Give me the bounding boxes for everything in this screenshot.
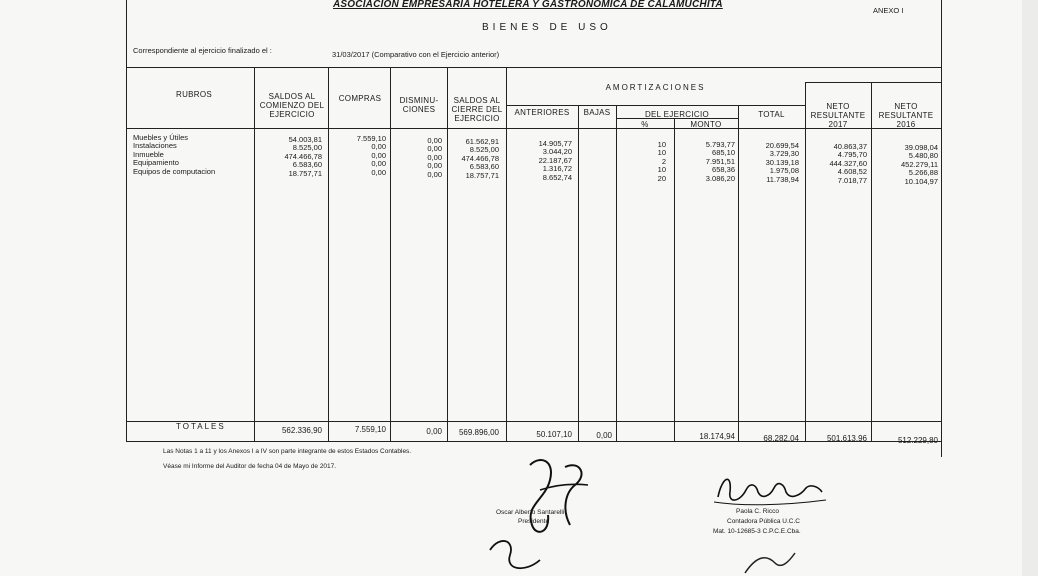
cell-total: 30.139,18 <box>765 157 799 167</box>
cell-total: 20.699,54 <box>765 141 799 150</box>
president-role: Presidente <box>518 518 550 525</box>
col-sep <box>805 82 806 441</box>
cell-compras: 0,00 <box>371 159 386 169</box>
cell-saldo-cierre: 6.583,60 <box>469 162 499 172</box>
cell-neto-2016: 5.480,80 <box>908 151 938 161</box>
col-sep <box>390 67 391 441</box>
total-neto-2017: 501.613,96 <box>826 434 867 443</box>
header-saldos-inicio: SALDOS AL COMIENZO DEL EJERCICIO <box>259 92 325 119</box>
header-neto-2017: NETO RESULTANTE 2017 <box>810 102 866 129</box>
accountant-signature <box>710 462 840 512</box>
total-compras: 7.559,10 <box>354 425 386 434</box>
cell-saldo-inicio: 18.757,71 <box>288 168 322 178</box>
total-saldo-inicio: 562.336,90 <box>281 426 322 435</box>
header-neto-2016: NETO RESULTANTE 2016 <box>878 102 934 129</box>
cell-saldo-cierre: 18.757,71 <box>465 170 499 180</box>
cell-compras: 7.559,10 <box>356 134 386 143</box>
col-sep <box>871 82 872 441</box>
bottom-signature-fragment <box>740 548 800 576</box>
cell-pct: 10 <box>657 148 666 158</box>
cell-saldo-inicio: 8.525,00 <box>292 143 322 153</box>
cell-saldo-cierre: 8.525,00 <box>469 145 499 155</box>
cell-neto-2016: 5.266,88 <box>908 168 938 178</box>
cell-saldo-cierre: 474.466,78 <box>461 153 499 163</box>
cell-disminuciones: 0,00 <box>427 144 442 154</box>
header-rubros: RUBROS <box>176 90 213 99</box>
totals-line <box>126 421 942 422</box>
cell-neto-2017: 7.018,77 <box>837 175 867 185</box>
cell-monto: 5.793,77 <box>705 140 735 149</box>
col-sep <box>506 67 507 441</box>
header-anteriores: ANTERIORES <box>514 108 570 117</box>
cell-saldo-cierre: 61.562,91 <box>465 137 499 146</box>
cell-disminuciones: 0,00 <box>427 161 442 171</box>
table-top-line <box>126 67 942 68</box>
note-auditor: Véase mi Informe del Auditor de fecha 04 de Mayo de 2017. <box>163 463 337 470</box>
cell-compras: 0,00 <box>371 167 386 177</box>
header-del-ejercicio: DEL EJERCICIO <box>644 110 710 119</box>
col-sep <box>328 67 329 441</box>
cell-compras: 0,00 <box>371 150 386 160</box>
cell-neto-2017: 4.795,70 <box>837 150 867 160</box>
header-saldos-cierre: SALDOS AL CIERRE DEL EJERCICIO <box>451 96 503 123</box>
cell-anteriores: 14.905,77 <box>538 139 572 148</box>
cell-pct: 10 <box>657 165 666 175</box>
col-sep <box>254 67 255 441</box>
cell-rubro: Equipos de computacion <box>133 166 216 176</box>
cell-rubro: Muebles y Útiles <box>133 133 189 142</box>
accountant-name: Paola C. Ricco <box>736 508 779 515</box>
totals-label: TOTALES <box>176 422 226 431</box>
cell-anteriores: 1.316,72 <box>542 164 572 174</box>
total-disminuciones: 0,00 <box>426 427 442 436</box>
total-saldo-cierre: 569.896,00 <box>458 428 499 437</box>
total-neto-2016: 512.229,80 <box>897 436 938 445</box>
cell-anteriores: 3.044,20 <box>542 147 572 157</box>
cell-monto: 685,10 <box>712 148 735 158</box>
cell-disminuciones: 0,00 <box>427 152 442 162</box>
header-compras: COMPRAS <box>338 94 382 103</box>
cell-disminuciones: 0,00 <box>427 136 442 145</box>
cell-neto-2017: 444.327,60 <box>829 158 867 168</box>
col-sep <box>578 105 579 441</box>
cell-neto-2016: 39.098,04 <box>904 143 938 152</box>
col-sep <box>447 67 448 441</box>
cell-neto-2017: 40.863,37 <box>833 142 867 151</box>
cell-saldo-inicio: 474.466,78 <box>284 151 322 161</box>
period-label: Correspondiente al ejercicio finalizado el : <box>133 46 272 55</box>
org-title: ASOCIACION EMPRESARIA HOTELERA Y GASTRONOMICA DE CALAMUCHITA <box>333 0 723 10</box>
frame-right <box>941 0 942 457</box>
cell-compras: 0,00 <box>371 142 386 152</box>
total-total: 68.282,04 <box>763 434 799 443</box>
cell-anteriores: 22.187,67 <box>538 155 572 165</box>
cell-total: 11.738,94 <box>766 174 799 184</box>
scan-edge <box>1022 0 1038 576</box>
total-bajas: 0,00 <box>596 431 612 440</box>
section-title: BIENES DE USO <box>482 22 612 33</box>
cell-rubro: Instalaciones <box>133 141 177 151</box>
cell-neto-2016: 10.104,97 <box>904 176 938 186</box>
cell-neto-2017: 4.608,52 <box>837 167 867 177</box>
header-pct: % <box>641 120 649 129</box>
header-disminuciones: DISMINU- CIONES <box>399 96 439 114</box>
cell-rubro: Inmueble <box>133 149 164 159</box>
header-amortizaciones: AMORTIZACIONES <box>605 83 706 92</box>
accountant-license: Mat. 10-12685-3 C.P.C.E.Cba. <box>713 528 801 535</box>
president-name: Oscar Alberto Santarelli <box>496 509 565 516</box>
total-monto: 18.174,94 <box>699 432 735 441</box>
cell-total: 3.729,30 <box>769 149 799 159</box>
total-anteriores: 50.107,10 <box>536 430 572 439</box>
amort-subline <box>506 105 805 106</box>
annex-label: ANEXO I <box>873 6 904 15</box>
cell-monto: 3.086,20 <box>705 173 735 183</box>
cell-anteriores: 8.652,74 <box>542 172 572 182</box>
cell-saldo-inicio: 54.003,81 <box>288 135 322 144</box>
period-value: 31/03/2017 (Comparativo con el Ejercicio anterior) <box>332 50 500 59</box>
cell-rubro: Equipamiento <box>133 158 179 168</box>
neto-topline <box>805 82 941 83</box>
cell-disminuciones: 0,00 <box>427 169 442 179</box>
header-monto: MONTO <box>690 120 722 129</box>
header-bajas: BAJAS <box>583 108 611 117</box>
cell-pct: 10 <box>657 140 666 149</box>
note-integrante: Las Notas 1 a 11 y los Anexos I a IV son parte integrante de estos Estados Contables. <box>163 448 412 455</box>
header-total: TOTAL <box>758 110 785 119</box>
cell-pct: 2 <box>661 156 666 166</box>
cell-neto-2016: 452.279,11 <box>901 159 938 169</box>
cell-monto: 7.951,51 <box>705 156 735 166</box>
cell-total: 1.975,08 <box>769 166 799 176</box>
cell-saldo-inicio: 6.583,60 <box>292 160 322 170</box>
cell-monto: 658,36 <box>712 165 735 175</box>
accountant-role: Contadora Pública U.C.C <box>727 518 800 525</box>
cell-pct: 20 <box>657 173 666 183</box>
